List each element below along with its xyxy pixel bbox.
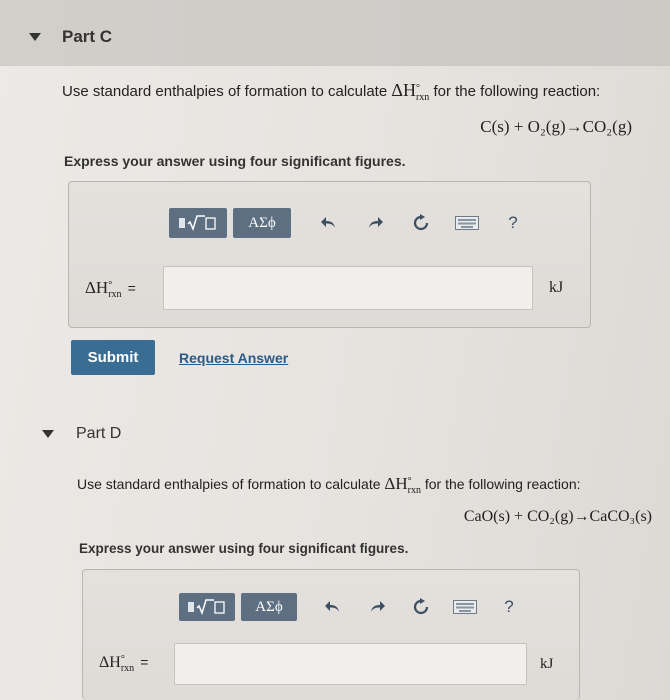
answer-label xyxy=(99,654,148,673)
redo-icon xyxy=(369,600,385,614)
part-c-answer-input[interactable] xyxy=(163,266,533,310)
reset-button[interactable] xyxy=(407,593,435,621)
rxn-sub: rxn xyxy=(415,92,430,103)
part-c-equation: C(s) + O₂(g)→CO₂(g) xyxy=(480,117,632,136)
part-d-prompt xyxy=(77,474,581,495)
part-d-answer-input[interactable] xyxy=(174,643,527,685)
reset-button[interactable] xyxy=(407,209,435,237)
templates-icon xyxy=(187,597,227,617)
delta-h-text: ΔH xyxy=(85,278,109,297)
undo-icon xyxy=(321,216,337,230)
degree-sup: ° xyxy=(407,476,412,487)
unit-label: kJ xyxy=(549,279,564,296)
delta-h-text: ΔH xyxy=(391,80,416,100)
part-d-instruction: Express your answer using four significant figures. xyxy=(79,541,409,556)
submit-button[interactable]: Submit xyxy=(71,340,155,375)
redo-button[interactable] xyxy=(363,593,391,621)
part-c-toolbar xyxy=(169,208,527,238)
equals-sign: = xyxy=(127,280,136,296)
help-icon[interactable]: ? xyxy=(508,213,518,232)
undo-icon xyxy=(325,600,341,614)
rxn-sub: rxn xyxy=(108,289,122,300)
keyboard-button[interactable] xyxy=(451,593,479,621)
delta-h-symbol xyxy=(99,654,135,674)
redo-button[interactable] xyxy=(361,209,389,237)
delta-h-symbol xyxy=(384,474,421,496)
help-icon[interactable]: ? xyxy=(504,597,514,616)
undo-button[interactable] xyxy=(315,209,343,237)
degree-sup: ° xyxy=(415,83,420,94)
answer-label xyxy=(85,278,136,299)
delta-h-text: ΔH xyxy=(99,654,121,671)
degree-sup: ° xyxy=(108,280,113,291)
templates-button[interactable] xyxy=(169,208,227,238)
part-c-header[interactable] xyxy=(0,0,670,66)
equals-sign: = xyxy=(140,654,149,670)
delta-h-symbol xyxy=(391,80,430,103)
part-d-answer-box xyxy=(82,569,580,700)
collapse-caret-icon[interactable] xyxy=(42,430,54,438)
keyboard-button[interactable] xyxy=(453,209,481,237)
greek-symbols-button[interactable]: ΑΣϕ xyxy=(233,208,291,238)
prompt-text: Use standard enthalpies of formation to calculate xyxy=(77,476,381,492)
part-c-title: Part C xyxy=(62,27,113,46)
greek-symbols-button[interactable]: ΑΣϕ xyxy=(241,593,297,621)
reset-icon xyxy=(412,598,430,616)
part-d-header[interactable] xyxy=(0,408,670,456)
redo-icon xyxy=(367,216,383,230)
collapse-caret-icon[interactable] xyxy=(29,33,41,41)
part-d-title: Part D xyxy=(76,425,122,442)
prompt-text-after: for the following reaction: xyxy=(433,83,601,100)
part-c-prompt xyxy=(62,80,600,102)
prompt-text: Use standard enthalpies of formation to calculate xyxy=(62,83,388,100)
unit-label: kJ xyxy=(540,656,554,672)
part-c-instruction: Express your answer using four significant figures. xyxy=(64,153,406,169)
delta-h-symbol xyxy=(85,278,122,300)
rxn-sub: rxn xyxy=(407,485,421,496)
part-d-equation: CaO(s) + CO₂(g)→CaCO₃(s) xyxy=(463,508,652,525)
templates-icon xyxy=(178,213,218,233)
undo-button[interactable] xyxy=(319,593,347,621)
rxn-sub: rxn xyxy=(120,663,135,674)
keyboard-icon xyxy=(455,216,479,230)
templates-button[interactable] xyxy=(179,593,235,621)
prompt-text-after: for the following reaction: xyxy=(424,476,581,492)
part-d-toolbar xyxy=(179,593,523,621)
keyboard-icon xyxy=(453,600,477,614)
request-answer-link[interactable]: Request Answer xyxy=(179,350,289,366)
part-c-answer-box xyxy=(68,181,591,328)
delta-h-text: ΔH xyxy=(384,474,408,493)
degree-sup: ° xyxy=(120,654,125,665)
reset-icon xyxy=(412,214,430,232)
